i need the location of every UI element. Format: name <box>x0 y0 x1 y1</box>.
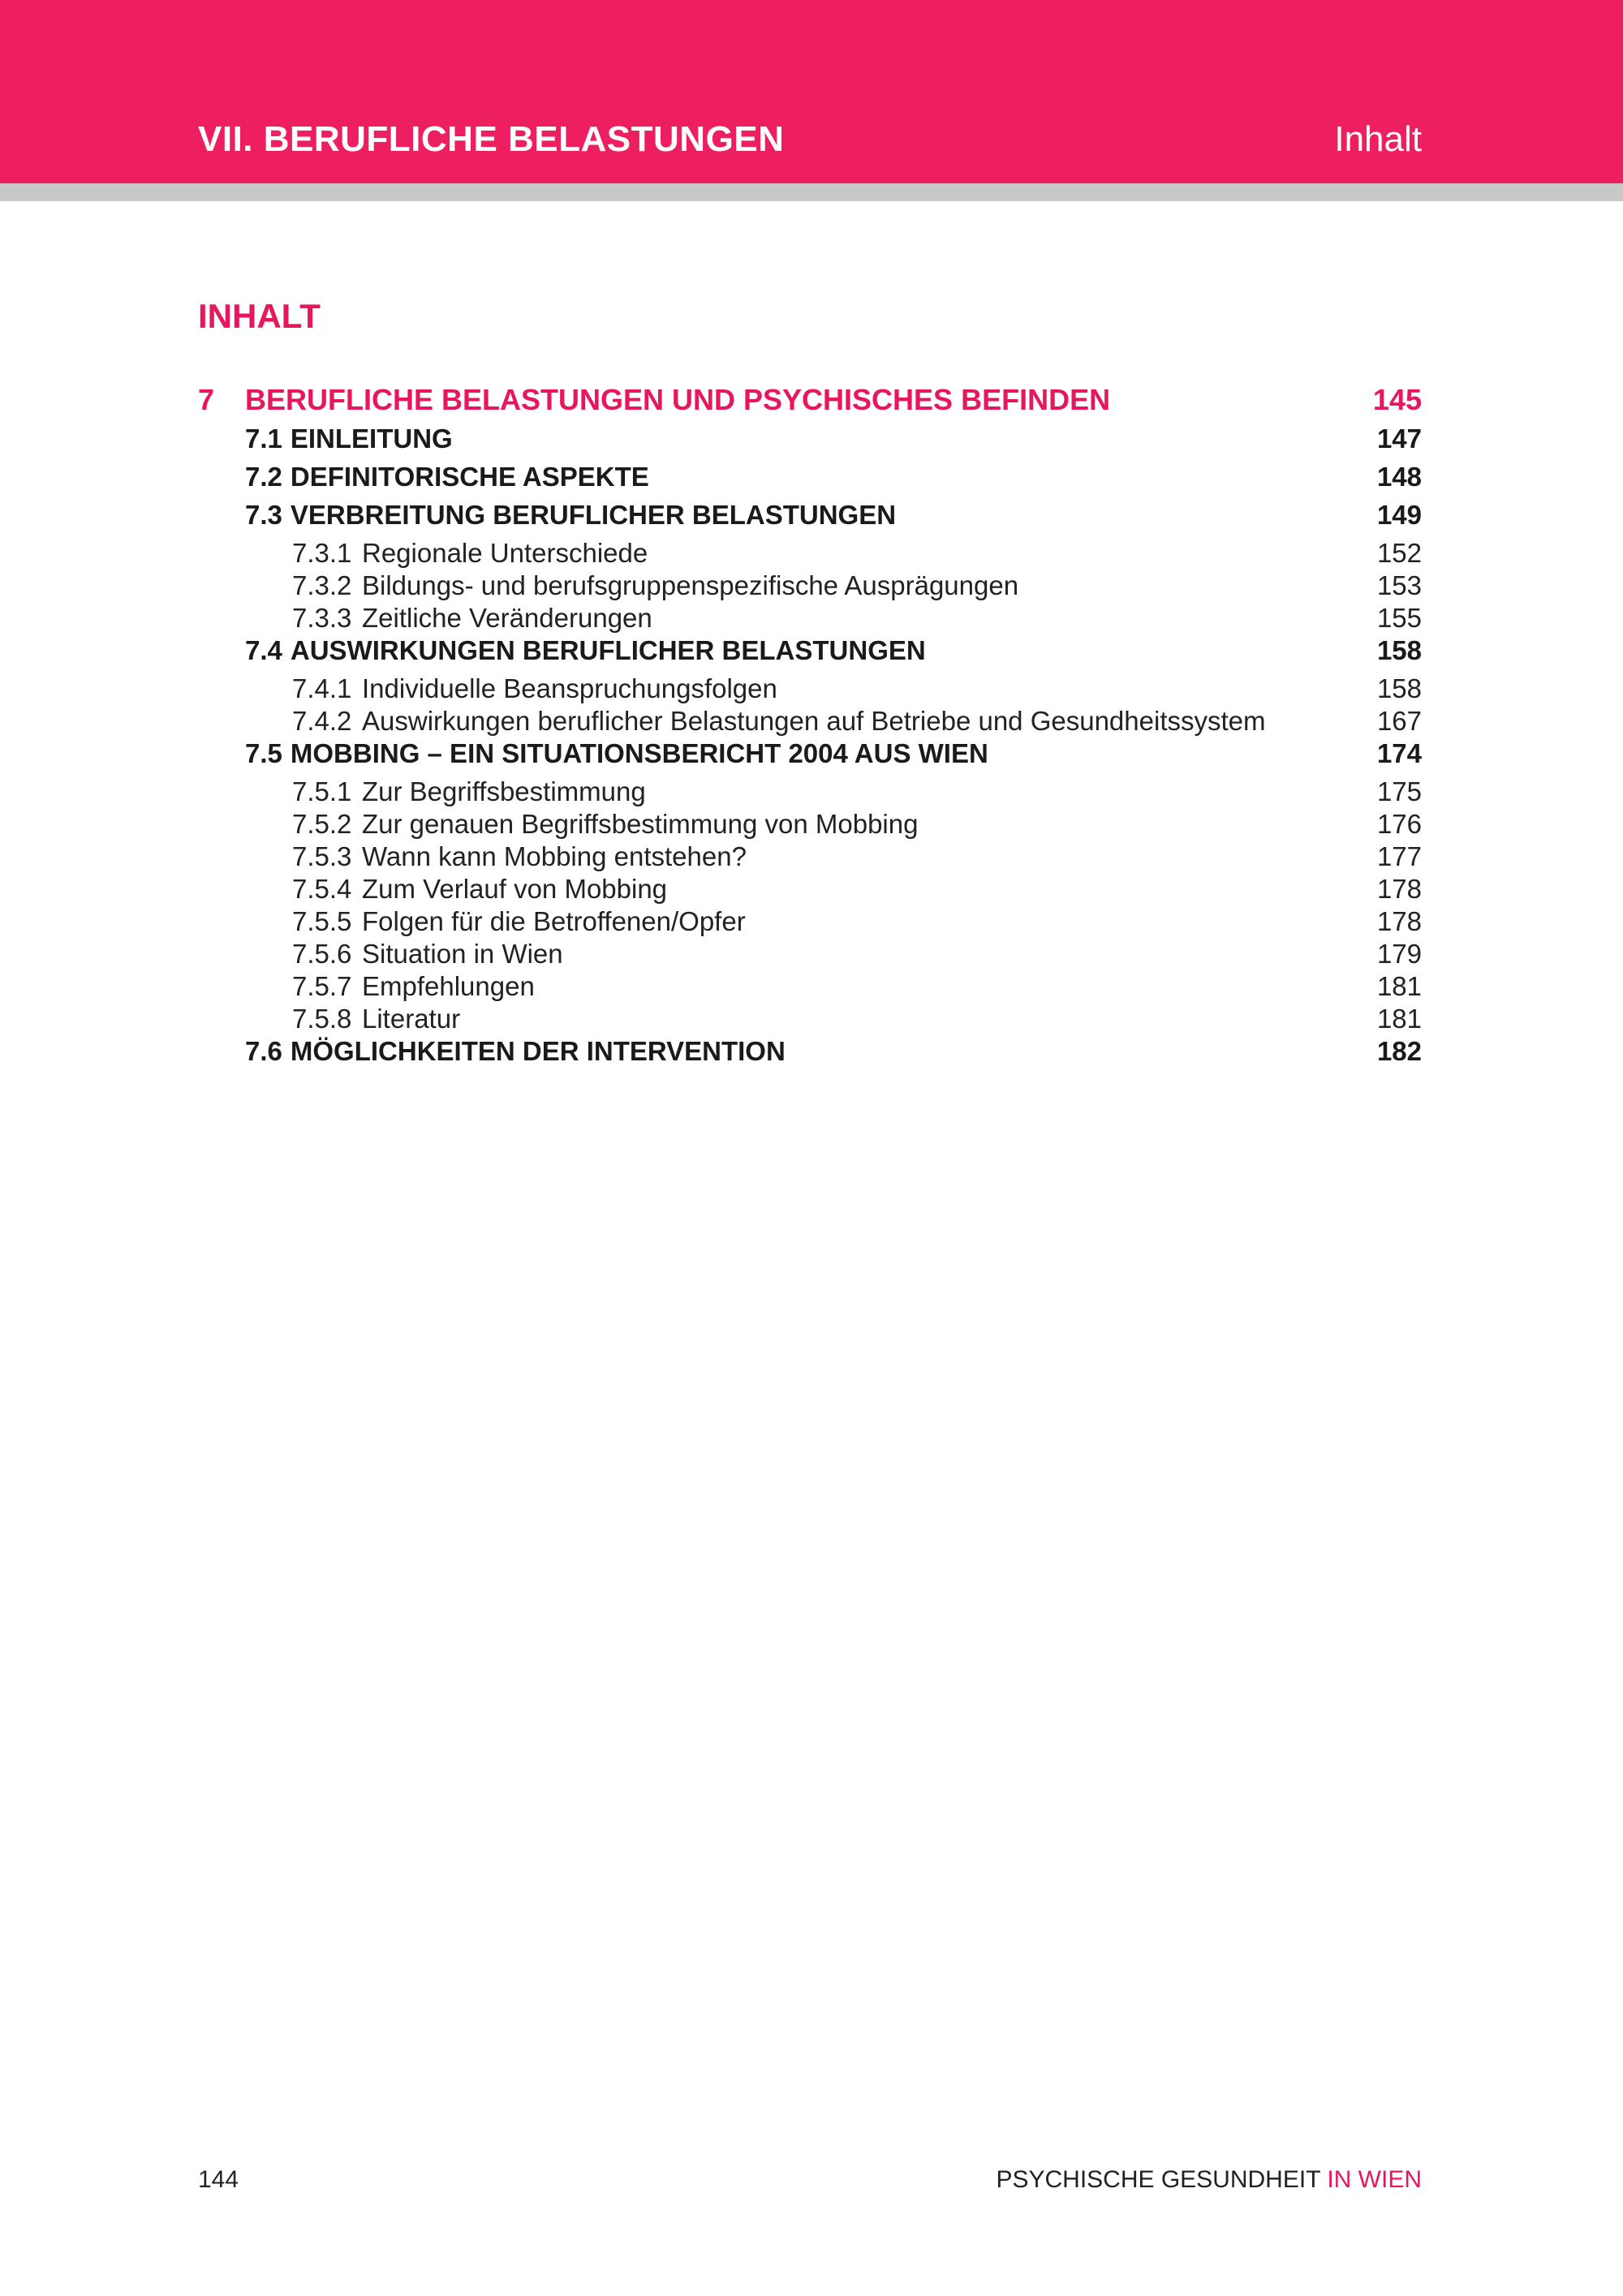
toc-entry-page: 152 <box>1376 538 1422 568</box>
toc-row[interactable] <box>198 906 1422 939</box>
toc-row[interactable] <box>198 874 1422 906</box>
toc-entry-number: 7.5.8 <box>292 1004 352 1034</box>
header-section-title: Inhalt <box>1334 119 1422 159</box>
toc-entry-title: Auswirkungen beruflicher Belastungen auf Betriebe und Gesundheitssystem <box>362 706 1266 736</box>
toc-entry-title: Zum Verlauf von Mobbing <box>362 874 668 904</box>
toc-entry-title: MOBBING – EIN SITUATIONSBERICHT 2004 AUS WIEN <box>290 738 988 768</box>
toc-entry-page: 182 <box>1376 1036 1422 1066</box>
toc-row[interactable] <box>198 538 1422 570</box>
toc-entry-title: VERBREITUNG BERUFLICHER BELASTUNGEN <box>290 500 897 530</box>
toc-entry-number: 7.4.2 <box>292 706 352 736</box>
toc-entry-number: 7.5.2 <box>292 809 352 839</box>
toc-entry-page: 176 <box>1376 809 1422 839</box>
toc-entry-title: Wann kann Mobbing entstehen? <box>362 841 747 871</box>
toc-row[interactable] <box>198 603 1422 635</box>
toc-entry-number: 7.6 <box>245 1036 282 1066</box>
toc-row[interactable] <box>198 809 1422 841</box>
toc-entry-page: 177 <box>1376 841 1422 871</box>
toc-row[interactable] <box>198 635 1422 673</box>
toc-entry-title: Bildungs- und berufsgruppenspezifische Ausprägungen <box>362 570 1019 600</box>
toc-entry-number: 7.4.1 <box>292 673 352 703</box>
footer-publication-title <box>996 2166 1422 2194</box>
toc-row[interactable] <box>198 462 1422 500</box>
toc-entry-number: 7.5.3 <box>292 841 352 871</box>
toc-chapter-title: BERUFLICHE BELASTUNGEN UND PSYCHISCHES BEFINDEN <box>245 383 1111 416</box>
toc-entry-page: 153 <box>1376 570 1422 600</box>
toc-entry-page: 178 <box>1376 874 1422 904</box>
toc-chapter-row[interactable] <box>198 383 1422 424</box>
toc-entry-title: Empfehlungen <box>362 971 535 1001</box>
toc-row[interactable] <box>198 1036 1422 1074</box>
toc-row[interactable] <box>198 1004 1422 1036</box>
toc-entry-number: 7.5.1 <box>292 776 352 806</box>
toc-row[interactable] <box>198 673 1422 706</box>
toc-entry-number: 7.3.1 <box>292 538 352 568</box>
toc-entry-page: 167 <box>1376 706 1422 736</box>
toc-entry-number: 7.5.5 <box>292 906 352 936</box>
toc-entry-page: 158 <box>1376 673 1422 703</box>
toc-entry-title: Literatur <box>362 1004 461 1034</box>
toc-row[interactable] <box>198 706 1422 738</box>
toc-entry-page: 148 <box>1376 462 1422 492</box>
toc-entry-title: Zur genauen Begriffsbestimmung von Mobbing <box>362 809 919 839</box>
toc-entry-number: 7.5.4 <box>292 874 352 904</box>
toc-entry-number: 7.5 <box>245 738 282 768</box>
toc-chapter-number: 7 <box>198 383 215 416</box>
toc-entry-number: 7.5.7 <box>292 971 352 1001</box>
toc-entry-title: Folgen für die Betroffenen/Opfer <box>362 906 746 936</box>
table-of-contents <box>198 383 1422 1074</box>
toc-entry-page: 147 <box>1376 424 1422 454</box>
toc-entry-title: Individuelle Beanspruchungsfolgen <box>362 673 777 703</box>
footer-publication-accent: IN WIEN <box>1327 2166 1422 2193</box>
footer-publication-name: PSYCHISCHE GESUNDHEIT <box>996 2166 1320 2193</box>
toc-entry-page: 175 <box>1376 776 1422 806</box>
toc-row[interactable] <box>198 424 1422 462</box>
toc-entry-page: 155 <box>1376 603 1422 633</box>
toc-entry-number: 7.5.6 <box>292 939 352 969</box>
toc-entry-page: 181 <box>1376 971 1422 1001</box>
toc-entry-page: 158 <box>1376 635 1422 665</box>
toc-entry-title: EINLEITUNG <box>290 424 453 454</box>
toc-entry-number: 7.3 <box>245 500 282 530</box>
toc-entry-title: MÖGLICHKEITEN DER INTERVENTION <box>290 1036 786 1066</box>
toc-row[interactable] <box>198 500 1422 538</box>
toc-entry-number: 7.3.3 <box>292 603 352 633</box>
toc-entry-title: Situation in Wien <box>362 939 563 969</box>
header-rule <box>0 183 1623 201</box>
toc-entry-page: 149 <box>1376 500 1422 530</box>
toc-row[interactable] <box>198 776 1422 809</box>
toc-row[interactable] <box>198 570 1422 603</box>
toc-entry-page: 178 <box>1376 906 1422 936</box>
toc-entry-title: Zeitliche Veränderungen <box>362 603 652 633</box>
toc-row[interactable] <box>198 939 1422 971</box>
toc-entry-number: 7.3.2 <box>292 570 352 600</box>
toc-entry-page: 179 <box>1376 939 1422 969</box>
toc-row[interactable] <box>198 841 1422 874</box>
toc-chapter-page: 145 <box>1372 383 1422 416</box>
footer-page-number: 144 <box>198 2166 239 2193</box>
toc-entry-number: 7.1 <box>245 424 282 454</box>
toc-entry-number: 7.2 <box>245 462 282 492</box>
toc-entry-title: Regionale Unterschiede <box>362 538 648 568</box>
toc-entry-title: AUSWIRKUNGEN BERUFLICHER BELASTUNGEN <box>290 635 926 665</box>
toc-heading: INHALT <box>198 297 321 335</box>
header-chapter-title: VII. BERUFLICHE BELASTUNGEN <box>198 119 785 159</box>
toc-row[interactable] <box>198 738 1422 776</box>
toc-entry-title: DEFINITORISCHE ASPEKTE <box>290 462 649 492</box>
toc-entry-page: 174 <box>1376 738 1422 768</box>
toc-entry-title: Zur Begriffsbestimmung <box>362 776 646 806</box>
toc-entry-page: 181 <box>1376 1004 1422 1034</box>
toc-row[interactable] <box>198 971 1422 1004</box>
toc-entry-number: 7.4 <box>245 635 282 665</box>
